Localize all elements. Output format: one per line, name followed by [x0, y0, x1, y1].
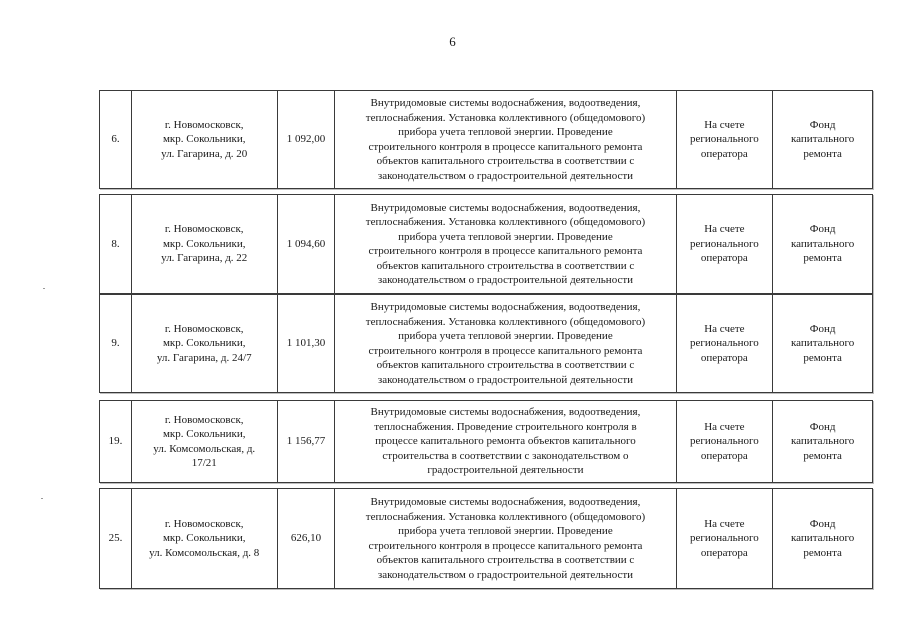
address-cell [131, 489, 277, 588]
cost-cell: 626,10 [277, 489, 335, 588]
cost-cell: 1 094,60 [277, 195, 335, 293]
account-cell [676, 295, 773, 392]
fund-text: Фонд капитального ремонта [791, 517, 855, 559]
work-description-text: Внутридомовые системы водоснабжения, водоотведения, теплоснабжения. Установка коллективного (общедомового) прибора учета тепловой энергии. Проведение строительного контроля в процессе капитального ремонта объектов капитального строительства в соответствии с законодательством о градостроительной деятельности [365, 301, 646, 386]
work-description-text: Внутридомовые системы водоснабжения, водоотведения, теплоснабжения. Установка коллективного (общедомового) прибора учета тепловой энергии. Проведение строительного контроля в процессе капитального ремонта объектов капитального строительства в соответствии с законодательством о градостроительной деятельности [365, 496, 646, 581]
address-text: г. Новомосковск, мкр. Сокольники, ул. Комсомольская, д. 17/21 [153, 413, 256, 469]
cost-cell: 1 156,77 [277, 401, 335, 482]
account-cell [676, 91, 773, 188]
fund-text: Фонд капитального ремонта [791, 118, 855, 160]
account-text: На счете регионального оператора [689, 517, 759, 559]
page-number: 6 [449, 34, 456, 49]
account-cell [676, 401, 773, 482]
account-text: На счете регионального оператора [689, 223, 759, 265]
work-description-text: Внутридомовые системы водоснабжения, водоотведения, теплоснабжения. Установка коллективного (общедомового) прибора учета тепловой энергии. Проведение строительного контроля в процессе капитального ремонта объектов капитального строительства в соответствии с законодательством о градостроительной деятельности [365, 97, 646, 182]
row-number: 19. [108, 435, 123, 448]
table-row [99, 90, 873, 189]
address-cell [131, 295, 277, 392]
fund-cell [772, 489, 872, 588]
fund-cell [772, 91, 872, 188]
scan-speck [43, 288, 45, 289]
fund-cell [772, 401, 872, 482]
row-number: 6. [111, 133, 120, 146]
row-number: 9. [111, 337, 120, 350]
work-description-cell [334, 401, 675, 482]
cost-cell: 1 101,30 [277, 295, 335, 392]
work-description-text: Внутридомовые системы водоснабжения, водоотведения, теплоснабжения. Проведение строительного контроля в процессе капитального ремонта объектов капитального строительства в соответствии с законодательством о градостроительной деятельности [370, 406, 641, 477]
work-description-cell [334, 195, 675, 293]
table-row [99, 400, 873, 483]
row-number: 8. [111, 237, 120, 250]
address-cell [131, 401, 277, 482]
account-text: На счете регионального оператора [689, 420, 759, 462]
address-text: г. Новомосковск, мкр. Сокольники, ул. Гагарина, д. 20 [161, 118, 248, 160]
scan-speck [41, 498, 43, 499]
table-row [99, 294, 873, 393]
address-text: г. Новомосковск, мкр. Сокольники, ул. Комсомольская, д. 8 [149, 517, 260, 559]
account-text: На счете регионального оператора [689, 322, 759, 364]
account-text: На счете регионального оператора [689, 118, 759, 160]
cost-cell: 1 092,00 [277, 91, 335, 188]
fund-cell [772, 195, 872, 293]
table-row [99, 194, 873, 294]
fund-text: Фонд капитального ремонта [791, 223, 855, 265]
work-description-cell [334, 489, 675, 588]
work-description-cell [334, 91, 675, 188]
work-description-cell [334, 295, 675, 392]
work-description-text: Внутридомовые системы водоснабжения, водоотведения, теплоснабжения. Установка коллективного (общедомового) прибора учета тепловой энергии. Проведение строительного контроля в процессе капитального ремонта объектов капитального строительства в соответствии с законодательством о градостроительной деятельности [365, 201, 646, 286]
account-cell [676, 195, 773, 293]
fund-cell [772, 295, 872, 392]
table-row [99, 488, 873, 589]
address-cell [131, 195, 277, 293]
fund-text: Фонд капитального ремонта [791, 420, 855, 462]
address-cell [131, 91, 277, 188]
account-cell [676, 489, 773, 588]
row-number: 25. [108, 532, 123, 545]
address-text: г. Новомосковск, мкр. Сокольники, ул. Гагарина, д. 24/7 [156, 322, 252, 364]
fund-text: Фонд капитального ремонта [791, 322, 855, 364]
address-text: г. Новомосковск, мкр. Сокольники, ул. Гагарина, д. 22 [161, 223, 248, 265]
